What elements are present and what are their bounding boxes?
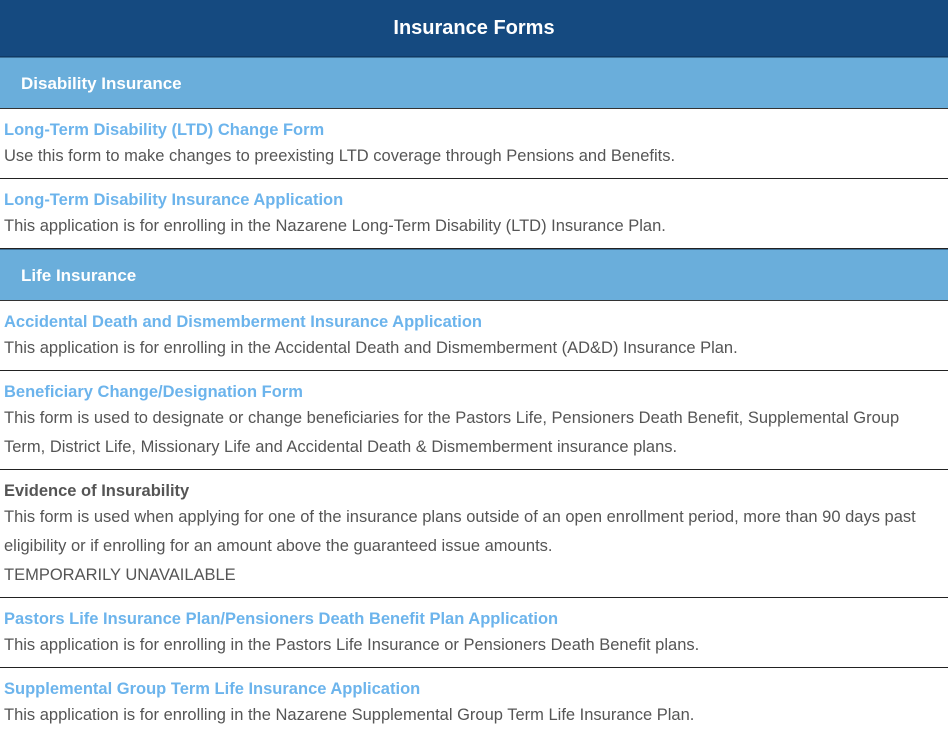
section-header-life-insurance: Life Insurance [0, 249, 948, 301]
supplemental-group-term-application-description: This application is for enrolling in the Nazarene Supplemental Group Term Life Insurance Plan. [4, 706, 695, 724]
ltd-insurance-application-link[interactable]: Long-Term Disability Insurance Application [4, 191, 344, 209]
page-title: Insurance Forms [0, 0, 948, 57]
form-row-add-application [0, 301, 948, 371]
form-row-ltd-change [0, 109, 948, 179]
form-row-supplemental-group-term [0, 668, 948, 737]
beneficiary-change-form-link[interactable]: Beneficiary Change/Designation Form [4, 383, 303, 401]
section-header-disability-insurance: Disability Insurance [0, 57, 948, 109]
supplemental-group-term-application-link[interactable]: Supplemental Group Term Life Insurance Application [4, 680, 421, 698]
beneficiary-change-form-description: This form is used to designate or change beneficiaries for the Pastors Life, Pensioners Death Benefit, Supplemental Group Term, District Life, Missionary Life and Accidental Death & Dismemberment insurance plans. [4, 409, 900, 456]
pastors-life-application-link[interactable]: Pastors Life Insurance Plan/Pensioners Death Benefit Plan Application [4, 610, 559, 628]
add-insurance-application-description: This application is for enrolling in the Accidental Death and Dismemberment (AD&D) Insurance Plan. [4, 339, 738, 357]
evidence-of-insurability-title: Evidence of Insurability [4, 482, 190, 500]
form-row-pastors-life-application [0, 598, 948, 668]
pastors-life-application-description: This application is for enrolling in the Pastors Life Insurance or Pensioners Death Benefit plans. [4, 636, 700, 654]
evidence-of-insurability-status: TEMPORARILY UNAVAILABLE [4, 566, 236, 584]
ltd-change-form-description: Use this form to make changes to preexisting LTD coverage through Pensions and Benefits. [4, 147, 676, 165]
form-row-evidence-of-insurability [0, 470, 948, 598]
evidence-of-insurability-description: This form is used when applying for one of the insurance plans outside of an open enrollment period, more than 90 days past eligibility or if enrolling for an amount above the guaranteed issue amounts. [4, 508, 916, 555]
ltd-insurance-application-description: This application is for enrolling in the Nazarene Long-Term Disability (LTD) Insurance Plan. [4, 217, 666, 235]
add-insurance-application-link[interactable]: Accidental Death and Dismemberment Insurance Application [4, 313, 483, 331]
form-row-beneficiary-change [0, 371, 948, 470]
ltd-change-form-link[interactable]: Long-Term Disability (LTD) Change Form [4, 121, 325, 139]
form-row-ltd-application [0, 179, 948, 249]
